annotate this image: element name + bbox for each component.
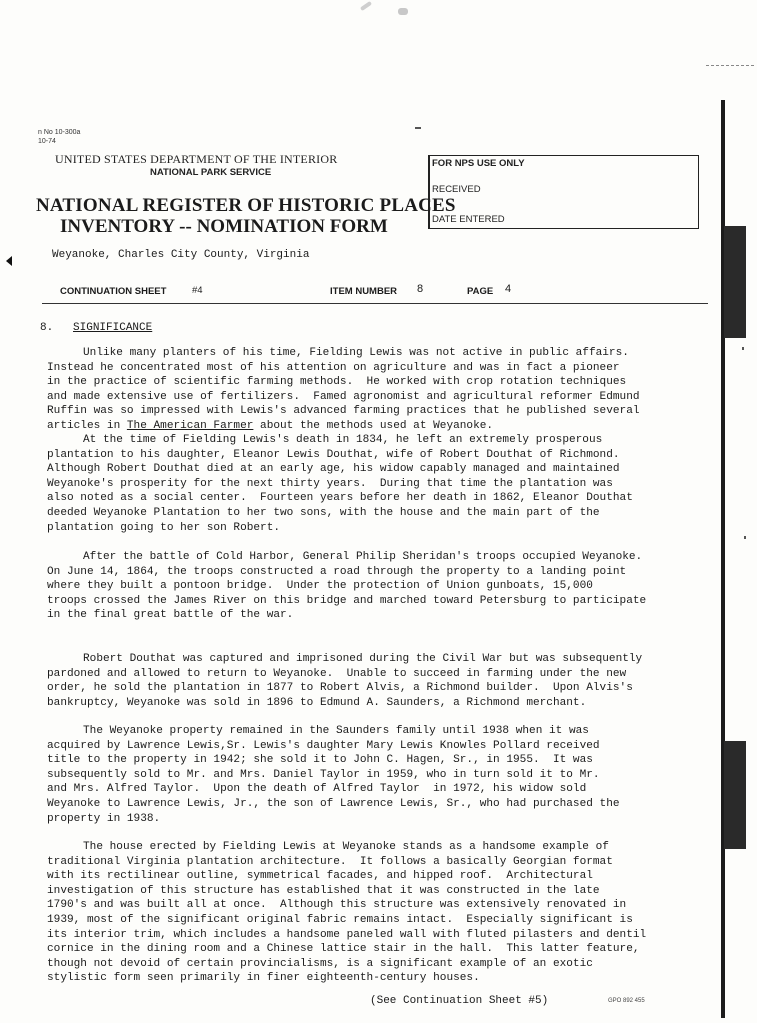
received-label: RECEIVED bbox=[432, 184, 481, 195]
text-line: its interior trim, which includes a handsome paneled wall with fluted pilasters and dentil bbox=[47, 928, 647, 941]
text-line: though not devoid of certain provincialisms, is a significant example of an exotic bbox=[47, 957, 593, 970]
text-line: troops crossed the James River on this bridge and marched toward Petersburg to participate bbox=[47, 594, 647, 607]
scan-smudge bbox=[360, 1, 372, 11]
scan-edge-line bbox=[706, 65, 754, 66]
form-number-text: n No 10-300a bbox=[38, 129, 81, 136]
publication-title: The American Farmer bbox=[126, 419, 254, 432]
text-line: Weyanoke to Lawrence Lewis, Jr., the son of Lawrence Lewis, Sr., who had purchased the bbox=[47, 797, 620, 810]
text-line: The Weyanoke property remained in the Saunders family until 1938 when it was bbox=[83, 725, 589, 737]
text-line: title to the property in 1942; she sold it to John C. Hagen, Sr., in 1955. It was bbox=[47, 754, 593, 767]
text-line: and made extensive use of fertilizers. Famed agronomist and agricultural reformer Edmund bbox=[47, 390, 640, 403]
page-label: PAGE bbox=[467, 286, 494, 297]
continuation-sheet-number: #4 bbox=[192, 285, 203, 296]
text-line: cornice in the dining room and a Chinese lattice stair in the hall. This latter feature, bbox=[47, 943, 640, 956]
paragraph bbox=[47, 840, 646, 986]
text-line: Unlike many planters of his time, Fielding Lewis was not active in public affairs. bbox=[83, 347, 629, 359]
text-line: in the practice of scientific farming methods. He worked with crop rotation techniques bbox=[47, 376, 627, 389]
paragraph bbox=[47, 652, 642, 710]
section-title: SIGNIFICANCE bbox=[73, 322, 153, 334]
text-fragment: about the methods used at Weyanoke. bbox=[253, 419, 494, 432]
text-line: property in 1938. bbox=[47, 812, 161, 825]
item-number-value: 8 bbox=[417, 283, 424, 295]
service-name: NATIONAL PARK SERVICE bbox=[150, 167, 272, 178]
page-edge-tab bbox=[724, 741, 746, 849]
text-line: Instead he concentrated most of his attention on agriculture and was in fact a pioneer bbox=[47, 361, 620, 374]
date-entered-label: DATE ENTERED bbox=[432, 214, 505, 225]
text-line: On June 14, 1864, the troops constructed a road through the property to a landing point bbox=[47, 565, 627, 578]
text-line: traditional Virginia plantation architecture. It follows a basically Georgian format bbox=[47, 855, 613, 868]
text-line: and Mrs. Alfred Taylor. Upon the death of Alfred Taylor in 1972, his widow sold bbox=[47, 783, 587, 796]
text-line: bankruptcy, Weyanoke was sold in 1896 to Edmund A. Saunders, a Richmond merchant. bbox=[47, 696, 587, 709]
gpo-code: GPO 892 455 bbox=[608, 998, 645, 1004]
text-line: with its rectilinear outline, symmetrical facades, and hipped roof. Architectural bbox=[47, 870, 593, 883]
text-line: Robert Douthat was captured and imprisoned during the Civil War but was subsequently bbox=[83, 653, 643, 665]
paragraph bbox=[47, 724, 620, 826]
text-line: Although Robert Douthat died at an early age, his widow capably managed and maintained bbox=[47, 463, 620, 476]
item-number-label: ITEM NUMBER bbox=[330, 286, 398, 297]
paragraph bbox=[47, 433, 633, 535]
text-line: 1790's and was built all at once. Although this structure was extensively renovated in bbox=[47, 899, 627, 912]
binding-arrow-mark bbox=[6, 256, 12, 266]
text-line: stylistic form seen primarily in finer eighteenth-century houses. bbox=[47, 972, 480, 985]
form-title-line2: INVENTORY -- NOMINATION FORM bbox=[60, 216, 388, 237]
property-location: Weyanoke, Charles City County, Virginia bbox=[52, 249, 310, 261]
form-revision-text: 10-74 bbox=[38, 138, 56, 145]
text-fragment: articles in bbox=[47, 419, 127, 432]
form-title-line1: NATIONAL REGISTER OF HISTORIC PLACES bbox=[36, 195, 456, 216]
scan-speck bbox=[742, 347, 744, 350]
department-name: UNITED STATES DEPARTMENT OF THE INTERIOR bbox=[55, 152, 338, 166]
text-line: acquired by Lawrence Lewis,Sr. Lewis's daughter Mary Lewis Knowles Pollard received bbox=[47, 739, 600, 752]
text-line: Ruffin was so impressed with Lewis's advanced farming practices that he published several bbox=[47, 405, 640, 418]
text-line: also noted as a social center. Fourteen years before her death in 1862, Eleanor Douthat bbox=[47, 492, 633, 505]
text-line bbox=[47, 419, 640, 434]
text-line: The house erected by Fielding Lewis at Weyanoke stands as a handsome example of bbox=[83, 841, 609, 853]
text-line: deeded Weyanoke Plantation to her two sons, with the house and the main part of the bbox=[47, 506, 600, 519]
text-line: where they built a pontoon bridge. Under the protection of Union gunboats, 15,000 bbox=[47, 580, 593, 593]
paragraph bbox=[47, 346, 640, 434]
page-edge-tab bbox=[724, 226, 746, 338]
continuation-sheet-label: CONTINUATION SHEET bbox=[60, 286, 167, 297]
nps-use-only-box bbox=[428, 155, 699, 229]
text-line: After the battle of Cold Harbor, General Philip Sheridan's troops occupied Weyanoke. bbox=[83, 551, 643, 563]
section-heading bbox=[40, 322, 152, 334]
scan-speck bbox=[415, 127, 421, 129]
page-number-value: 4 bbox=[505, 283, 512, 295]
text-line: plantation to his daughter, Eleanor Lewis Douthat, wife of Robert Douthat of Richmond. bbox=[47, 448, 620, 461]
text-line: 1939, most of the significant original fabric remains intact. Especially significant is bbox=[47, 913, 633, 926]
text-line: At the time of Fielding Lewis's death in 1834, he left an extremely prosperous bbox=[83, 434, 603, 446]
text-line: in the final great battle of the war. bbox=[47, 609, 294, 622]
form-number bbox=[38, 128, 80, 146]
scan-speck bbox=[744, 536, 746, 539]
text-line: Weyanoke's prosperity for the next thirty years. During that time the plantation was bbox=[47, 477, 613, 490]
text-line: order, he sold the plantation in 1877 to Robert Alvis, a Richmond builder. Upon Alvis's bbox=[47, 682, 633, 695]
header-divider bbox=[42, 303, 708, 304]
paragraph bbox=[47, 550, 646, 623]
text-line: plantation going to her son Robert. bbox=[47, 521, 281, 534]
text-line: investigation of this structure has established that it was constructed in the late bbox=[47, 884, 600, 897]
section-number: 8. bbox=[40, 322, 54, 334]
text-line: pardoned and allowed to return to Weyanoke. Unable to succeed in farming under the new bbox=[47, 667, 627, 680]
see-continuation-note: (See Continuation Sheet #5) bbox=[370, 995, 549, 1007]
scan-smudge bbox=[398, 8, 408, 15]
nps-box-heading: FOR NPS USE ONLY bbox=[432, 158, 525, 169]
text-line: subsequently sold to Mr. and Mrs. Daniel Taylor in 1959, who in turn sold it to Mr. bbox=[47, 768, 600, 781]
